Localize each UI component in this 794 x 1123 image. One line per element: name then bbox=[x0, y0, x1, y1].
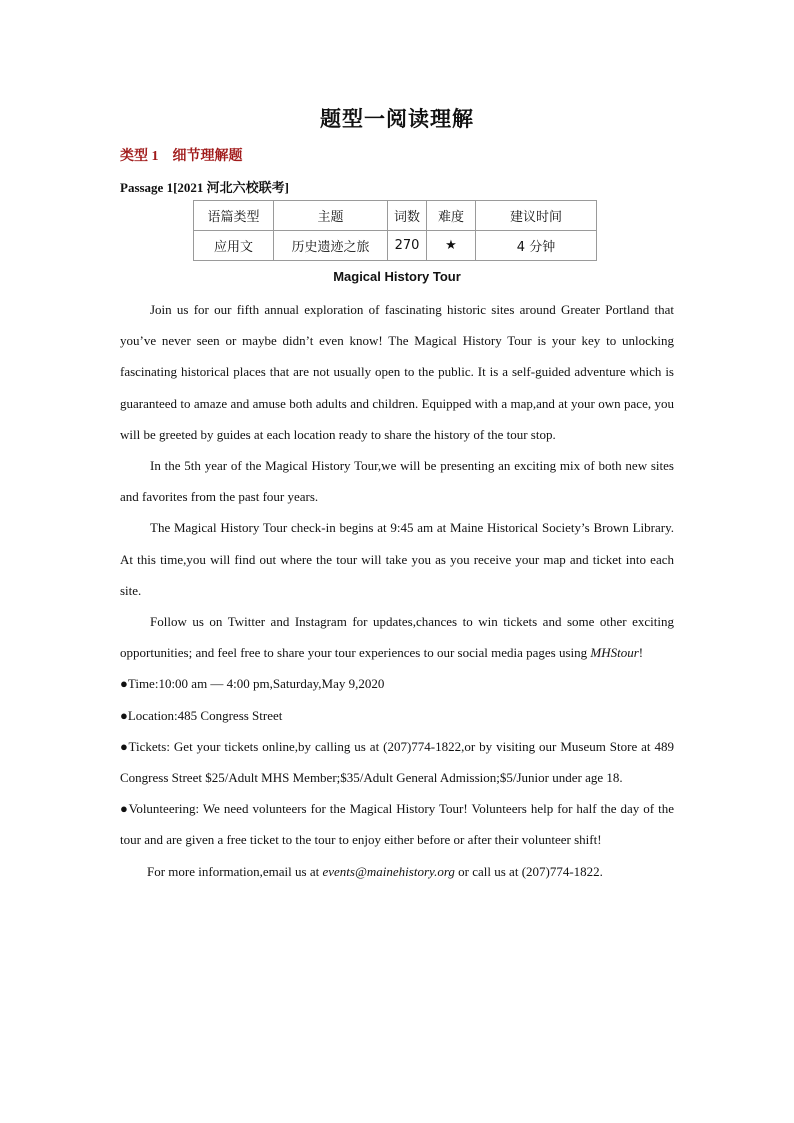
question-type-line bbox=[120, 145, 243, 165]
cell-topic: 历史遗迹之旅 bbox=[274, 231, 388, 261]
bullet-time: ●Time:10:00 am — 4:00 pm,Saturday,May 9,2020 bbox=[120, 676, 385, 692]
bullet-location: ●Location:485 Congress Street bbox=[120, 707, 283, 723]
paragraph-3: The Magical History Tour check-in begins at 9:45 am at Maine Historical Society’s Brown Library. At this time,you will find out where the tour will take you as you receive your map and ticket into each site. bbox=[120, 520, 674, 598]
header-difficulty: 难度 bbox=[427, 201, 476, 231]
header-word-count: 词数 bbox=[388, 201, 427, 231]
cell-genre: 应用文 bbox=[194, 231, 274, 261]
cell-suggested-time: 4 分钟 bbox=[476, 231, 597, 261]
contact-suffix: or call us at (207)774-1822. bbox=[458, 863, 603, 879]
page-title: 题型一阅读理解 bbox=[320, 107, 474, 131]
contact-line bbox=[120, 856, 674, 887]
follow-end: ! bbox=[638, 645, 644, 661]
table-row bbox=[194, 231, 597, 261]
passage-source: Passage 1[2021 河北六校联考] bbox=[120, 180, 289, 195]
bullet-tickets: ●Tickets: Get your tickets online,by calling us at (207)774-1822,or by visiting our Museum Store at 489 Congress Street $25/Adult MHS Member;$35/Adult General Admission;$5/Junior under age 18. bbox=[120, 738, 674, 786]
cell-word-count: 270 bbox=[388, 231, 427, 261]
table-header-row bbox=[194, 201, 597, 231]
header-topic: 主题 bbox=[274, 201, 388, 231]
contact-email: events@mainehistory.org bbox=[322, 863, 455, 879]
paragraph-follow bbox=[120, 606, 674, 668]
passage-info-table bbox=[193, 200, 597, 261]
cell-difficulty: ★ bbox=[427, 231, 476, 261]
paragraph-1: Join us for our fifth annual exploration of fascinating historic sites around Greater Portland that you’ve never seen or maybe didn’t even know! The Magical History Tour is your key to unlocking fascinating historical places that are not usually open to the public. It is a self-guided adventure which is guaranteed to amaze and amuse both adults and children. Equipped with a map,and at your own pace, you will be greeted by guides at each location ready to share the history of the tour stop. bbox=[120, 302, 674, 442]
passage-title: Magical History Tour bbox=[333, 269, 461, 284]
type-name: 细节理解题 bbox=[172, 149, 243, 164]
paragraph-2: In the 5th year of the Magical History Tour,we will be presenting an exciting mix of both new sites and favorites from the past four years. bbox=[120, 458, 674, 505]
bullet-volunteering: ●Volunteering: We need volunteers for the Magical History Tour! Volunteers help for half the day of the tour and are given a free ticket to the tour to enjoy either before or after their volunteer shift! bbox=[120, 801, 674, 848]
type-label: 类型 1 bbox=[120, 149, 159, 164]
hashtag: MHStour bbox=[590, 645, 639, 661]
follow-text: Follow us on Twitter and Instagram for updates,chances to win tickets and some other exciting opportunities; and feel free to share your tour experiences to our social media pages using bbox=[120, 614, 674, 661]
header-suggested-time: 建议时间 bbox=[476, 201, 597, 231]
contact-prefix: For more information,email us at bbox=[147, 863, 320, 879]
header-genre: 语篇类型 bbox=[194, 201, 274, 231]
passage-body bbox=[120, 294, 674, 887]
